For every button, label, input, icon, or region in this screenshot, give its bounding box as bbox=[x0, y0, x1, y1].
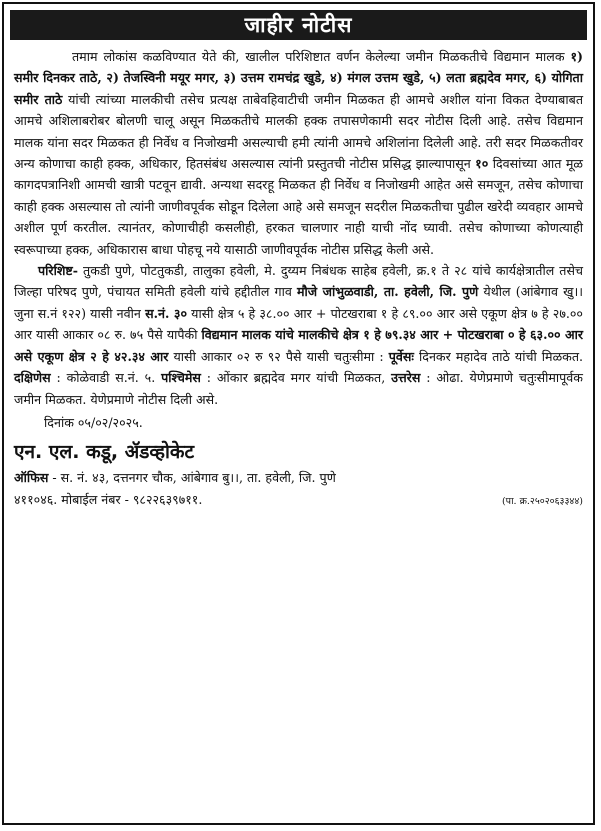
survey-number: स.नं. ३० bbox=[145, 305, 187, 321]
days-count: १० bbox=[475, 156, 489, 172]
schedule-paragraph bbox=[14, 260, 583, 410]
office-address-line1: - स. नं. ४३, दत्तनगर चौक, आंबेगाव बु।।, ता. हवेली, जि. पुणे bbox=[48, 470, 336, 486]
notice-frame bbox=[2, 2, 595, 825]
boundary-south: दक्षिणेस bbox=[14, 370, 51, 386]
text-run: : कोळेवाडी स.नं. ५. bbox=[50, 370, 162, 386]
boundary-west: पश्चिमेस bbox=[161, 370, 201, 386]
text-run: येथील (आंबेगाव खु।। जुना स.नं १२२) यासी नवीन bbox=[14, 284, 584, 321]
notice-paragraph bbox=[14, 46, 583, 260]
reference-number: (पा. क्र.२५०२०६३३४४) bbox=[501, 495, 583, 507]
office-address-line2: ४११०४६. मोबाईल नंबर - ९८२२६३९७११. bbox=[14, 491, 203, 507]
text-run: यासी आकार ०२ रु ९२ पैसे यासी चतुःसीमा : bbox=[168, 348, 389, 364]
advocate-name: एन. एल. कडू, ॲडव्होकेट bbox=[14, 441, 195, 464]
owned-area: विद्यमान मालक यांचे मालकीचे क्षेत्र १ हे ७९.३४ आर + पोटखराबा ० हे ६३.०० आर असे एकूण क्षेत्र २ हे ४२.३४ आर bbox=[14, 327, 583, 364]
text-run: : ओंकार ब्रह्मदेव मगर यांची मिळकत, bbox=[200, 370, 392, 386]
owners-names: १) समीर दिनकर ताठे, २) तेजस्विनी मयूर मगर, ३) उत्तम रामचंद्र खुडे, ४) मंगल उत्तम खुडे, ५) लता ब्रह्मदेव मगर, ६) योगिता समीर ताठे bbox=[14, 49, 583, 107]
text-run: यांची त्यांच्या मालकीची तसेच प्रत्यक्ष ताबेवहिवाटीची जमीन मिळकत ही आमचे अशील यांना विकत देण्याबाबत आमचे अशिलाबरोबर बोलणी चालू असून मिळकतीचे मालकी हक्क तपासणेकामी सदर नोटीस दिली आहे. तसेच विद्यमान मालक यांना सदर मिळकत ही निर्वेध व निजोखमी असल्याची हमी त्यांनी आमचे अशिलांना दिलेली आहे. तरी सदर मिळकतीवर अन्य कोणाचा काही हक्क, अधिकार, हितसंबंध असल्यास त्यांनी प्रस्तुतची नोटीस प्रसिद्ध झाल्यापासून bbox=[14, 91, 583, 172]
text-run: यासी क्षेत्र ५ हे ३८.०० आर + पोटखराबा १ हे ८९.०० आर असे एकूण क्षेत्र ७ हे २७.०० आर यासी आकार ०८ रु. ७५ पैसे यापैकी bbox=[14, 305, 583, 343]
notice-body bbox=[4, 40, 593, 512]
text-run: दिवसांच्या आत मूळ कागदपत्रानिशी आमची खात्री पटवून द्यावी. अन्यथा सदरहू मिळकत ही निर्वेध व निजोखमी आहेत असे समजून, तसेच कोणाचा काही हक्क असल्यास तो त्यांनी जाणीवपूर्वक सोडून दिलेला आहे असे समजून सदरील मिळकतीचा पुढील खरेदी व्यवहार आमचे अशील पूर्ण करतील. त्यानंतर, कोणाचीही कसलीही, हरकत चालणार नाही याची नोंद घ्यावी. तसेच कोणाच्या कोणत्याही स्वरूपाच्या हक्क, अधिकारास बाधा पोहचू नये यासाठी जाणीवपूर्वक नोटीस प्रसिद्ध केली असे. bbox=[14, 156, 583, 257]
office-label: ऑफिस bbox=[14, 470, 49, 486]
notice-date: दिनांक ०५/०२/२०२५. bbox=[44, 414, 143, 430]
text-run: : ओढा. येणेप्रमाणे चतुःसीमापूर्वक जमीन मिळकत. येणेप्रमाणे नोटीस दिली असे. bbox=[14, 370, 583, 407]
village-name: मौजे जांभुळवाडी, ता. हवेली, जि. पुणे bbox=[296, 284, 479, 300]
notice-title: जाहीर नोटीस bbox=[10, 10, 587, 40]
contact-line bbox=[14, 489, 583, 512]
office-address bbox=[14, 467, 583, 488]
text-run: तमाम लोकांस कळविण्यात येते की, खालील परिशिष्टात वर्णन केलेल्या जमीन मिळकतीचे विद्यमान मालक bbox=[72, 49, 571, 64]
boundary-north: उत्तरेस bbox=[391, 370, 421, 386]
text-run: दिनकर महादेव ताठे यांची मिळकत. bbox=[413, 348, 584, 364]
schedule-label: परिशिष्ट- bbox=[38, 263, 78, 279]
text-run: तुकडी पुणे, पोटतुकडी, तालुका हवेली, मे. दुय्यम निबंधक साहेब हवेली, क्र.१ ते २८ यांचे कार्यक्षेत्रातील तसेच जिल्हा परिषद पुणे, पंचायत समिती हवेली यांचे हद्दीतील गाव bbox=[14, 263, 583, 300]
boundary-east: पूर्वेसः bbox=[388, 348, 414, 364]
